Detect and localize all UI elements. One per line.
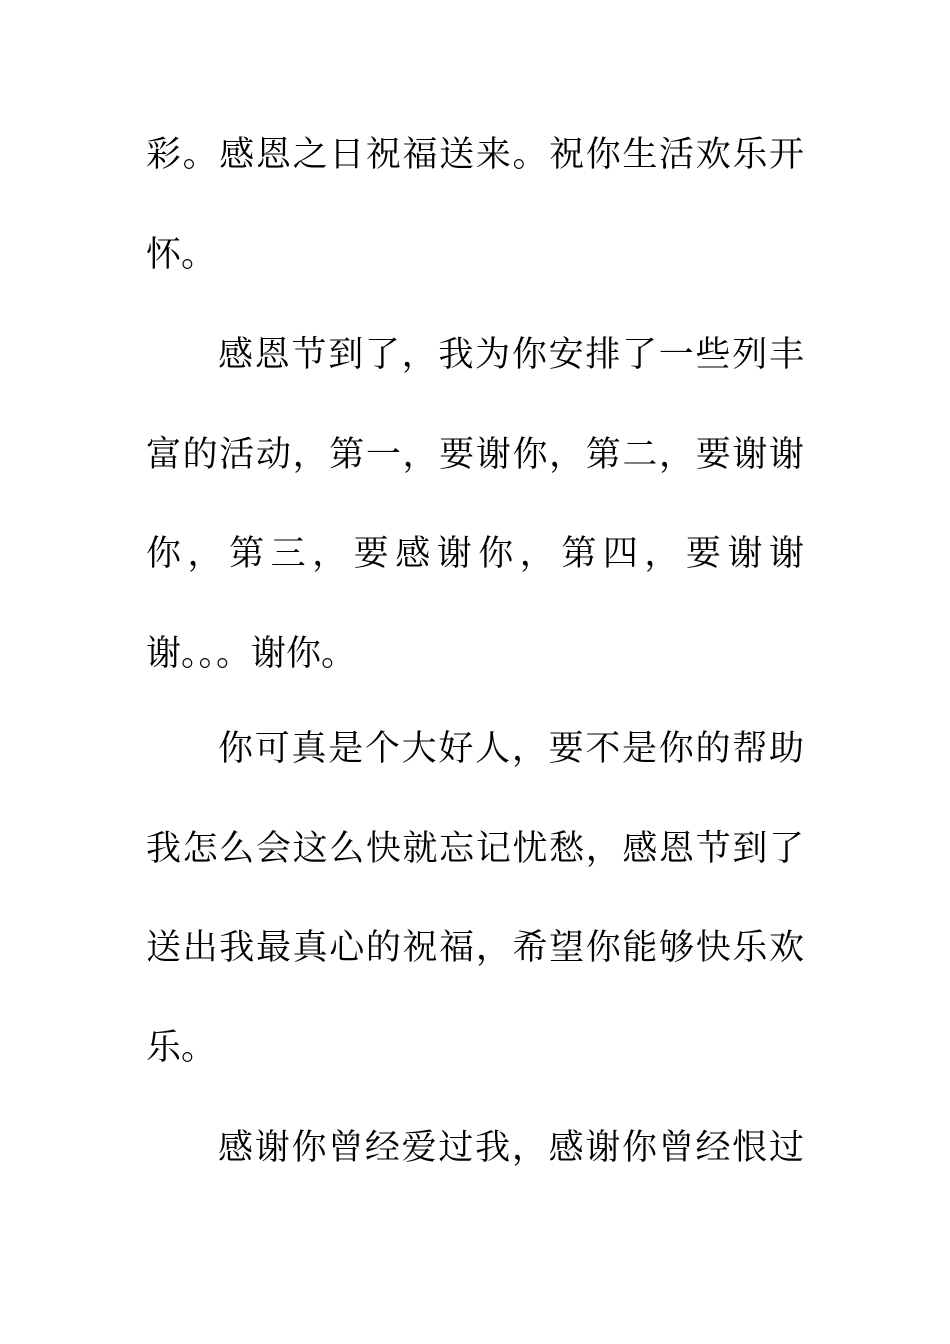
paragraph-3-line-4: 乐。 — [146, 1028, 217, 1068]
paragraph-2-line-1: 感恩节到了，我为你安排了一些列丰 — [218, 335, 804, 375]
paragraph-2-line-4: 谢。。。谢你。 — [146, 634, 357, 674]
paragraph-3-line-2: 我怎么会这么快就忘记忧愁，感恩节到了 — [146, 829, 804, 869]
paragraph-2-line-2: 富的活动，第一，要谢你，第二，要谢谢 — [146, 435, 804, 475]
paragraph-3-line-1: 你可真是个大好人，要不是你的帮助 — [218, 729, 804, 769]
paragraph-1-line-1: 彩。感恩之日祝福送来。祝你生活欢乐开 — [146, 135, 804, 175]
paragraph-2-line-3: 你，第三，要感谢你，第四，要谢谢 — [146, 534, 804, 574]
paragraph-4-line-1: 感谢你曾经爱过我，感谢你曾经恨过 — [218, 1128, 804, 1168]
paragraph-1-line-2: 怀。 — [146, 235, 217, 275]
paragraph-3-line-3: 送出我最真心的祝福，希望你能够快乐欢 — [146, 928, 804, 968]
